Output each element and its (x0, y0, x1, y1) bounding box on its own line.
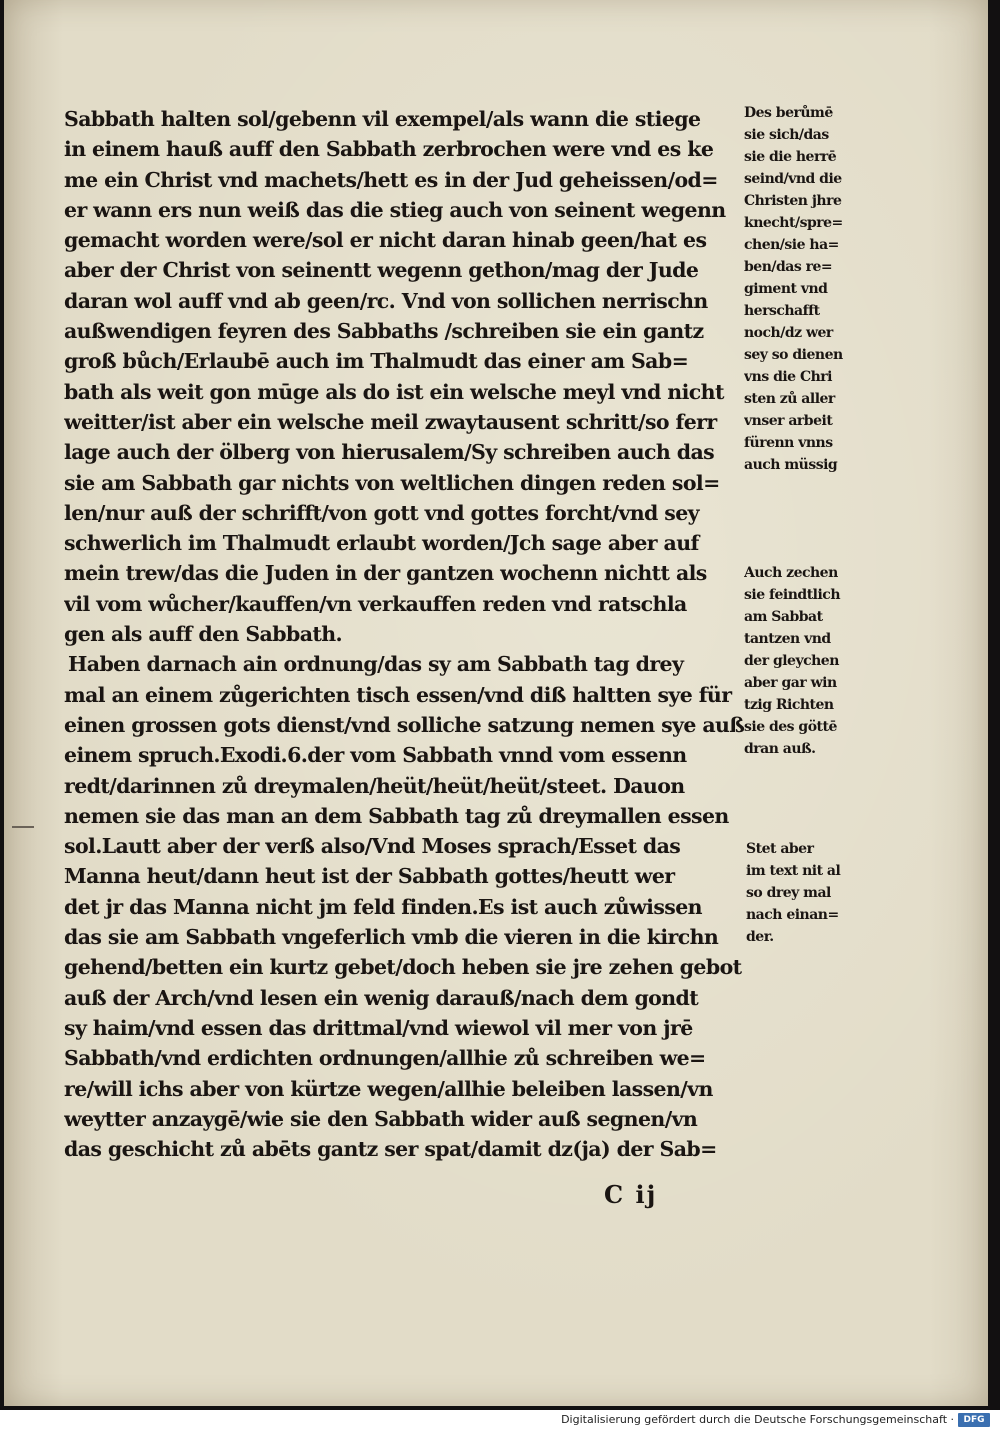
text-line: sie am Sabbath gar nichts von weltlichen dingen reden sol= (64, 470, 720, 495)
marginal-line: Auch zechen (744, 565, 838, 581)
marginal-line: nach einan= (746, 907, 839, 923)
marginal-line: der gleychen (744, 653, 839, 669)
text-line: mein trew/das die Juden in der gantzen wochenn nichtt als (64, 561, 707, 586)
marginal-line: giment vnd (744, 281, 828, 297)
text-line: re/will ichs aber von kürtze wegen/allhie beleiben lassen/vn (64, 1076, 713, 1101)
marginal-line: im text nit al (746, 863, 841, 879)
text-line: das sie am Sabbath vngeferlich vmb die vieren in die kirchn (64, 925, 719, 950)
text-line: aber der Christ von seinentt wegenn gethon/mag der Jude (64, 258, 699, 283)
text-line: schwerlich im Thalmudt erlaubt worden/Jch sage aber auf (64, 531, 699, 556)
text-line: außwendigen feyren des Sabbaths /schreiben sie ein gantz (64, 319, 704, 344)
text-line: vil vom wůcher/kauffen/vn verkauffen reden vnd ratschla (64, 591, 687, 616)
text-line: nemen sie das man an dem Sabbath tag zů dreymallen essen (64, 803, 729, 828)
text-line: weitter/ist aber ein welsche meil zwaytausent schritt/so ferr (64, 409, 717, 434)
marginal-line: sie feindtlich (744, 587, 841, 603)
marginal-line: auch müssig (744, 457, 838, 473)
marginal-line: sie die herrē (744, 149, 837, 165)
marginal-line: tantzen vnd (744, 631, 831, 647)
marginal-line: ben/das re= (744, 259, 833, 275)
text-line: redt/darinnen zů dreymalen/heüt/heüt/heüt/steet. Dauon (64, 773, 685, 798)
text-line: lage auch der ölberg von hierusalem/Sy schreiben auch das (64, 440, 715, 465)
margin-tick-mark (12, 826, 34, 828)
marginal-line: vns die Chri (744, 369, 832, 385)
marginal-line: am Sabbat (744, 609, 823, 625)
text-line: groß bůch/Erlaubē auch im Thalmudt das einer am Sab= (64, 349, 689, 374)
text-line: das geschicht zů abēts gantz ser spat/damit dz(ja) der Sab= (64, 1137, 717, 1162)
marginal-line: Des berůmē (744, 105, 833, 121)
marginal-line: sey so dienen (744, 347, 843, 363)
marginal-line: vnser arbeit (744, 413, 833, 429)
marginal-line: sie des göttē (744, 719, 837, 735)
text-line: gen als auff den Sabbath. (64, 622, 343, 647)
marginal-line: seind/vnd die (744, 171, 842, 187)
marginal-line: sie sich/das (744, 127, 829, 143)
text-line: Manna heut/dann heut ist der Sabbath gottes/heutt wer (64, 864, 675, 889)
marginal-line: dran auß. (744, 741, 816, 757)
marginal-line: tzig Richten (744, 697, 834, 713)
text-line: einem spruch.Exodi.6.der vom Sabbath vnnd vom essenn (64, 743, 687, 768)
text-line: sy haim/vnd essen das drittmal/vnd wiewol vil mer von jrē (64, 1015, 693, 1040)
text-line: in einem hauß auff den Sabbath zerbrochen were vnd es ke (64, 137, 714, 162)
text-line: Sabbath/vnd erdichten ordnungen/allhie zů schreiben we= (64, 1046, 706, 1071)
text-line: auß der Arch/vnd lesen ein wenig darauß/nach dem gondt (64, 985, 699, 1010)
text-line: einen grossen gots dienst/vnd solliche satzung nemen sye auß (64, 712, 744, 737)
marginal-line: chen/sie ha= (744, 237, 839, 253)
signature-mark: C ij (604, 1180, 658, 1209)
text-line: mal an einem zůgerichten tisch essen/vnd diß haltten sye für (64, 682, 732, 707)
marginal-note-1 (744, 102, 866, 476)
marginal-line: der. (746, 929, 774, 945)
text-line: sol.Lautt aber der verß also/Vnd Moses sprach/Esset das (64, 834, 681, 859)
text-line: gehend/betten ein kurtz gebet/doch heben sie jre zehen gebot (64, 955, 742, 980)
text-line: me ein Christ vnd machets/hett es in der Jud geheissen/od= (64, 167, 718, 192)
text-line: Sabbath halten sol/gebenn vil exempel/als wann die stiege (64, 107, 701, 131)
marginal-line: knecht/spre= (744, 215, 843, 231)
text-line: er wann ers nun weiß das die stieg auch von seinent wegenn (64, 197, 726, 222)
text-line: gemacht worden were/sol er nicht daran hinab geen/hat es (64, 228, 707, 253)
text-line: det jr das Manna nicht jm feld finden.Es ist auch zůwissen (64, 894, 702, 919)
main-text-block (64, 104, 744, 1164)
marginal-line: sten zů aller (744, 391, 835, 407)
marginal-note-2 (744, 562, 866, 760)
footer-credit: Digitalisierung gefördert durch die Deutsche Forschungsgemeinschaft · (561, 1413, 954, 1426)
marginal-line: so drey mal (746, 885, 831, 901)
dfg-logo: DFG (958, 1413, 990, 1427)
text-line: weytter anzaygē/wie sie den Sabbath wider auß segnen/vn (64, 1106, 698, 1131)
scanned-page (4, 0, 988, 1406)
marginal-line: fürenn vnns (744, 435, 833, 451)
marginal-line: noch/dz wer (744, 325, 833, 341)
marginal-line: Christen jhre (744, 193, 842, 209)
marginal-line: Stet aber (746, 841, 814, 857)
marginal-note-3 (746, 838, 868, 948)
marginal-line: aber gar win (744, 675, 837, 691)
footer-bar (0, 1410, 1000, 1430)
marginal-line: herschafft (744, 303, 820, 319)
text-line: len/nur auß der schrifft/von gott vnd gottes forcht/vnd sey (64, 500, 699, 525)
text-line: bath als weit gon mūge als do ist ein welsche meyl vnd nicht (64, 379, 724, 404)
text-line: daran wol auff vnd ab geen/rc. Vnd von sollichen nerrischn (64, 288, 708, 313)
text-line: Haben darnach ain ordnung/das sy am Sabbath tag drey (68, 652, 684, 677)
